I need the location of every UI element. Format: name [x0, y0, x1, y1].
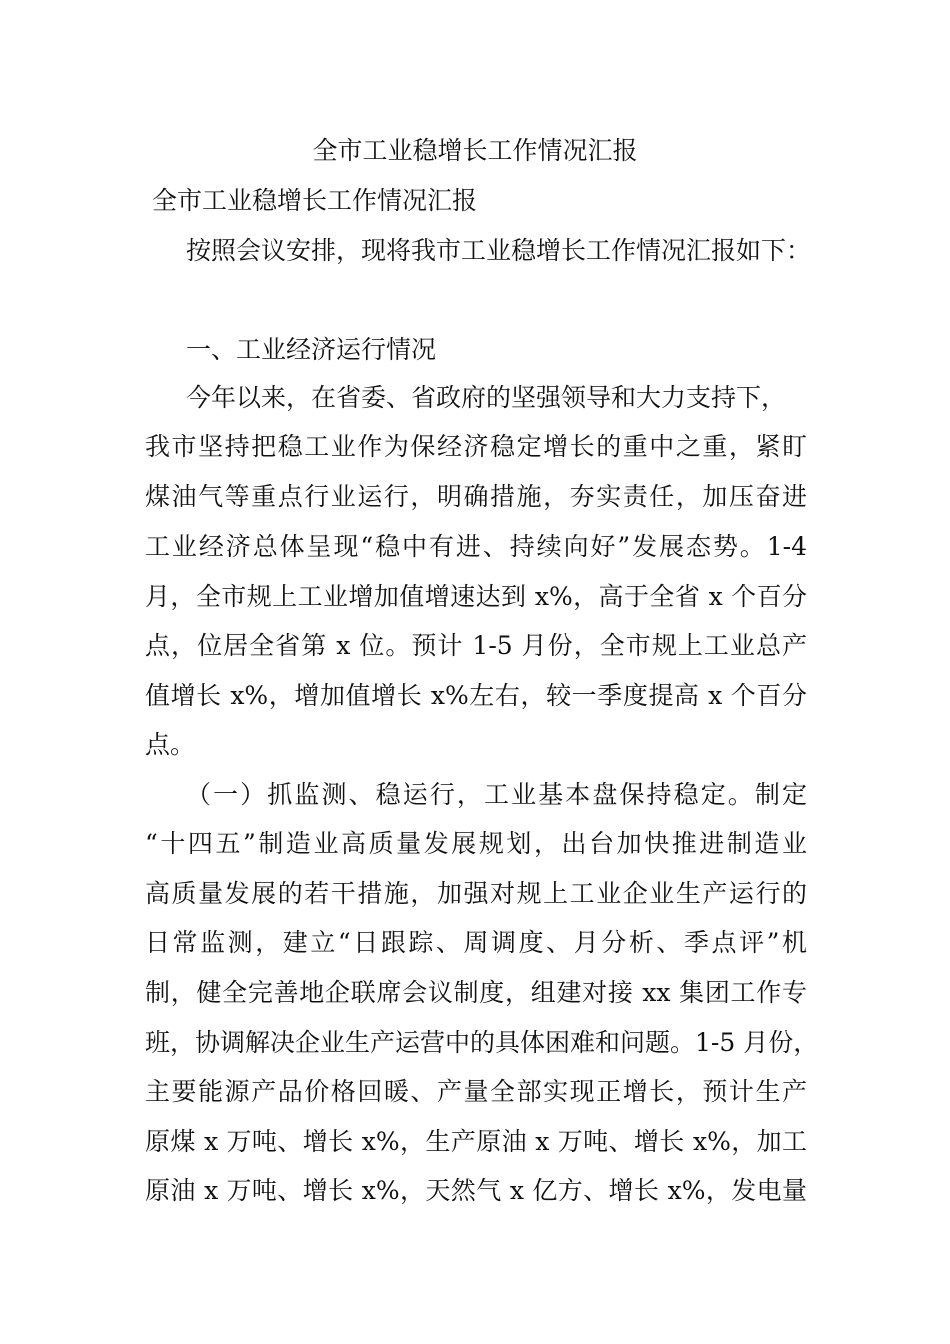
paragraph-line: 点。: [145, 730, 196, 759]
paragraph-line: 月，全市规上工业增加值增速达到 x%，高于全省 x 个百分: [145, 582, 807, 611]
paragraph-line: 点，位居全省第 x 位。预计 1-5 月份，全市规上工业总产: [145, 631, 807, 660]
paragraph-line: 煤油气等重点行业运行，明确措施，夯实责任，加压奋进: [145, 482, 807, 511]
subsection-heading-line: （一）抓监测、稳运行，工业基本盘保持稳定。制定: [186, 780, 807, 809]
paragraph-line: 日常监测，建立“日跟踪、周调度、月分析、季点评”机: [145, 928, 807, 957]
section-heading: 一、工业经济运行情况: [186, 335, 437, 364]
paragraph-line: 今年以来，在省委、省政府的坚强领导和大力支持下，: [186, 383, 787, 412]
paragraph-line: 原煤 x 万吨、增长 x%，生产原油 x 万吨、增长 x%，加工: [145, 1127, 807, 1156]
document-title: 全市工业稳增长工作情况汇报: [312, 136, 638, 165]
intro-paragraph: 按照会议安排，现将我市工业稳增长工作情况汇报如下：: [186, 236, 812, 265]
paragraph-line: 制，健全完善地企联席会议制度，组建对接 xx 集团工作专: [145, 978, 807, 1007]
paragraph-line: “十四五”制造业高质量发展规划，出台加快推进制造业: [145, 829, 807, 858]
paragraph-line: 高质量发展的若干措施，加强对规上工业企业生产运行的: [145, 879, 807, 908]
paragraph-line: 原油 x 万吨、增长 x%，天然气 x 亿方、增长 x%，发电量: [145, 1176, 807, 1205]
document-subtitle: 全市工业稳增长工作情况汇报: [152, 186, 478, 215]
paragraph-line: 班，协调解决企业生产运营中的具体困难和问题。1-5 月份，: [145, 1028, 819, 1057]
paragraph-line: 工业经济总体呈现“稳中有进、持续向好”发展态势。1-4: [145, 532, 807, 561]
paragraph-line: 我市坚持把稳工业作为保经济稳定增长的重中之重，紧盯: [145, 432, 807, 461]
paragraph-line: 主要能源产品价格回暖、产量全部实现正增长，预计生产: [145, 1077, 807, 1106]
paragraph-line: 值增长 x%，增加值增长 x%左右，较一季度提高 x 个百分: [145, 681, 807, 710]
